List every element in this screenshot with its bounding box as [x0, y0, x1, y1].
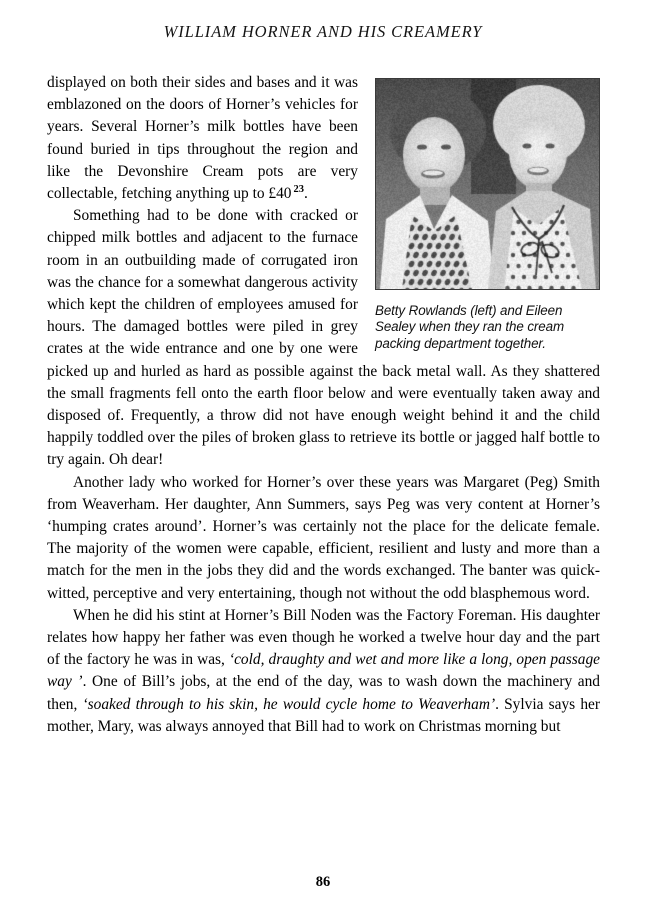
footnote-marker: 23 [293, 183, 304, 195]
para-bottles-emblazoned: displayed on both their sides and bases and it was emblazoned on the doors of Horner’s vehicles for years. Several Horner’s milk bottles have been found buried in tips throughout the region and like the Devonshire Cream pots are very collectable, fetching anything up to £40 $^{23}$. [47, 74, 358, 203]
page-text-block [47, 72, 600, 738]
para-cracked-bottles: Something had to be done with cracked or chipped milk bottles and adjacent to the furnace room in an outbuilding made of corrugated iron was the chance for a somewhat dangerous activity which kept the children of employees amused for hours. The damaged bottles were piled in grey crates at the wide entrance and one by one were picked up and hurled as hard as possible against the back metal wall. As they shattered the small fragments fell onto the earth floor below and were eventually taken away and disposed of. Frequently, a throw did not have enough weight behind it and the child happily toddled over the piles of broken glass to retrieve its bottle or jagged half bottle to try again. Oh dear! [47, 207, 600, 469]
figure-photo-with-caption [375, 78, 600, 352]
quoted-italic-text: ‘soaked through to his skin, he would cycle home to Weaverham’ [82, 695, 496, 713]
page-number: 86 [315, 874, 331, 890]
para-bill-noden: When he did his stint at Horner’s Bill Noden was the Factory Foreman. His daughter relates how happy her father was even though he worked a twelve hour day and the part of the factory he was in was, ‘cold, draughty and wet and more like a long, open passage way ’. One of Bill’s jobs, at the end of the day, was to wash down the machinery and then, ‘soaked through to his skin, he would cycle home to Weaverham’. Sylvia says her mother, Mary, was always annoyed that Bill had to work on Christmas morning but [47, 606, 601, 735]
quoted-italic-text: ‘cold, draughty and wet and more like a long, open passage way ’ [47, 651, 600, 691]
page-running-head: WILLIAM HORNER AND HIS CREAMERY [163, 22, 483, 41]
photograph-frame [375, 78, 600, 290]
photograph-two-women [376, 79, 599, 289]
figure-caption: Betty Rowlands (left) and Eileen Sealey when they ran the cream packing department together. [375, 303, 565, 351]
para-peg-smith: Another lady who worked for Horner’s over these years was Margaret (Peg) Smith from Weaverham. Her daughter, Ann Summers, says Peg was very content at Horner’s ‘humping crates around’. Horner’s was certainly not the place for the delicate female. The majority of the women were capable, efficient, resilient and lusty and more than a match for the men in the jobs they did and the words exchanged. The banter was quick-witted, perceptive and very entertaining, though not without the odd blasphemous word. [47, 473, 600, 602]
